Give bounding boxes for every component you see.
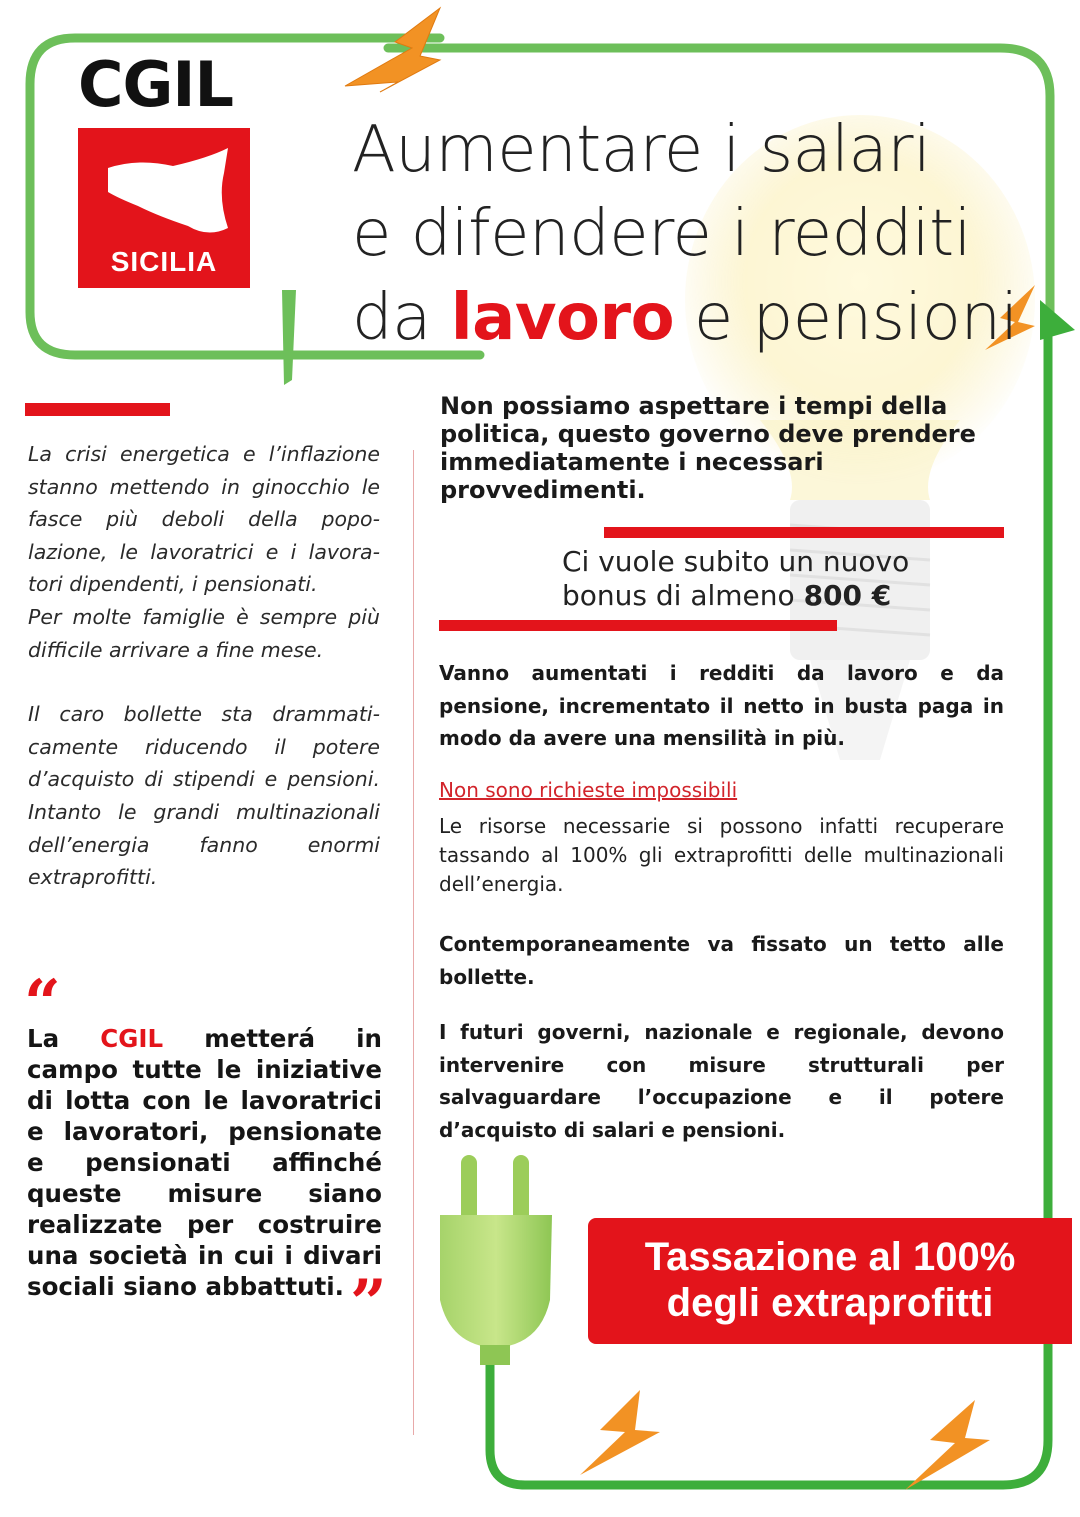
quote-highlight: CGIL	[100, 1024, 164, 1053]
column-divider	[413, 450, 414, 1435]
title-line-3	[352, 276, 1052, 360]
logo-cgil-text: CGIL	[78, 48, 233, 121]
future-paragraph: I futuri governi, nazionale e regionale, devono intervenire con misure strutturali per salvaguardare l’occupazione e il potere d’acquisto di salari e pensioni.	[439, 1020, 1004, 1142]
bonus-callout	[562, 545, 1002, 613]
bonus-amount: 800 €	[803, 579, 892, 612]
bonus-line-2	[562, 579, 1002, 613]
quote-open-mark: “	[24, 966, 61, 1041]
impossible-requests-link[interactable]: Non sono richieste impossibili	[439, 778, 738, 802]
logo-region-label: SICILIA	[110, 246, 218, 277]
intro-paragraph-1: La crisi energetica e l’inflazione stanno mettendo in ginocchio le fasce più deboli della popo- lazione, le lavoratrici e i lavora- tori dipendenti, i pensionati.	[28, 442, 380, 597]
banner-line-2: degli extraprofitti	[666, 1281, 994, 1325]
headline: Non possiamo aspettare i tempi della politica, questo governo deve prendere immediatamente i necessari provvedimenti.	[440, 392, 976, 504]
page-title	[352, 108, 1052, 360]
quote-pre: La	[27, 1024, 101, 1053]
quote-close-mark: ”	[350, 1266, 387, 1341]
bonus-top-bar	[604, 527, 1004, 538]
title-highlight: lavoro	[450, 281, 675, 355]
income-paragraph: Vanno aumentati i redditi da lavoro e da pensione, incrementato il netto in busta paga in modo da avere una mensilità in più.	[439, 661, 1004, 750]
title-line-3-post: e pensioni	[674, 281, 1018, 355]
title-line-1: Aumentare i salari	[352, 113, 931, 187]
left-divider-bar	[25, 403, 170, 416]
bonus-bottom-bar	[439, 620, 837, 631]
cap-paragraph: Contemporaneamente va fissato un tetto alle bollette.	[439, 932, 1004, 989]
intro-text	[28, 438, 380, 894]
intro-paragraph-3: Il caro bollette sta drammati- camente riducendo il potere d’acquisto di stipendi e pensioni. Intanto le grandi multinazionali dell’energia fanno enormi extraprofitti.	[28, 702, 380, 890]
lightning-bolt-icon	[905, 1400, 990, 1490]
resources-paragraph: Le risorse necessarie si possono infatti recuperare tassando al 100% gli extraprofitti delle multinazionali dell’energia.	[439, 814, 1004, 896]
bonus-line-1: Ci vuole subito un nuovo	[562, 545, 910, 578]
title-line-3-pre: da	[352, 281, 451, 355]
electric-plug-icon	[440, 1155, 552, 1365]
intro-paragraph-2: Per molte famiglie è sempre più difficile arrivare a fine mese.	[28, 604, 380, 662]
title-line-2: e difendere i redditi	[352, 197, 972, 271]
quote-post: metterá in campo tutte le iniziative di lotta con le lavoratrici e lavoratori, pensionate e pensionati affinché queste misure siano realizzate per costruire una società in cui i divari sociali siano abbattuti.	[27, 1024, 382, 1301]
quote-text	[27, 1023, 382, 1302]
banner-line-1: Tassazione al 100%	[644, 1235, 1016, 1279]
bonus-line-2-pre: bonus di almeno	[562, 579, 804, 612]
lightning-bolt-icon	[580, 1390, 660, 1475]
taxation-banner	[588, 1218, 1072, 1344]
